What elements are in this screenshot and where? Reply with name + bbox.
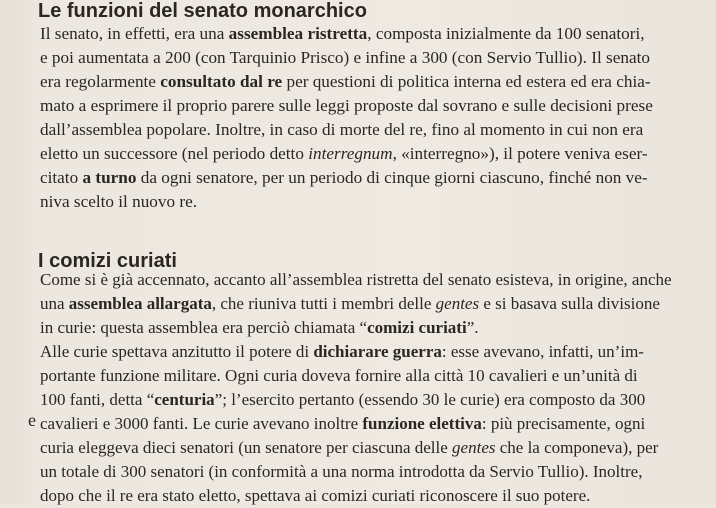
text-line <box>40 460 716 484</box>
paragraph-comizi <box>40 268 716 508</box>
text-run: , «interregno»), il potere veniva eser- <box>392 144 648 163</box>
text-run: : esse avevano, infatti, un’im- <box>441 342 644 361</box>
keyword: assemblea allargata <box>68 294 212 313</box>
section-heading-senato: Le funzioni del senato monarchico <box>38 0 367 22</box>
text-run: curia eleggeva dieci senatori (un senatore per ciascuna delle <box>40 438 453 457</box>
text-line <box>40 292 716 316</box>
italic-term: interregnum <box>308 144 393 163</box>
paragraph-senato <box>40 22 716 214</box>
keyword: funzione elettiva <box>362 414 482 433</box>
text-run: eletto un successore (nel periodo detto <box>40 144 309 163</box>
text-line <box>40 94 716 118</box>
text-run: in curie: questa assemblea era perciò chiamata “ <box>40 318 368 337</box>
text-run: e si basava sulla divisione <box>479 294 660 313</box>
text-line <box>40 190 716 214</box>
text-run: per questioni di politica interna ed estera ed era chia- <box>282 72 651 91</box>
keyword: a turno <box>82 168 137 187</box>
keyword: assemblea ristretta <box>228 24 368 43</box>
text-run: Come si è già accennato, accanto all’assemblea ristretta del senato esisteva, in origine, anche <box>40 270 672 289</box>
text-line <box>40 364 716 388</box>
text-run: , che riuniva tutti i membri delle <box>211 294 436 313</box>
text-run: ”. <box>466 318 479 337</box>
text-run: citato <box>40 168 83 187</box>
text-run: niva scelto il nuovo re. <box>40 192 198 211</box>
text-run: : più precisamente, ogni <box>481 414 646 433</box>
section-heading-comizi: I comizi curiati <box>38 250 177 272</box>
text-line <box>40 166 716 190</box>
text-run: e poi aumentata a 200 (con Tarquinio Prisco) e infine a 300 (con Servio Tullio). Il senato <box>40 48 650 67</box>
text-line <box>40 412 716 436</box>
text-run: era regolarmente <box>40 72 161 91</box>
text-run: dopo che il re era stato eletto, spettava ai comizi curiati riconoscere il suo potere. <box>40 486 591 505</box>
italic-term: gentes <box>435 294 480 313</box>
keyword: comizi curiati <box>367 318 467 337</box>
text-run: Alle curie spettava anzitutto il potere di <box>40 342 314 361</box>
text-line <box>40 340 716 364</box>
keyword: consultato dal re <box>160 72 283 91</box>
text-line <box>40 484 716 508</box>
text-run: una <box>40 294 69 313</box>
text-line <box>40 118 716 142</box>
text-run: portante funzione militare. Ogni curia doveva fornire alla città 10 cavalieri e un’unità di <box>40 366 638 385</box>
text-run: mato a esprimere il proprio parere sulle leggi proposte dal sovrano e sulle decisioni prese <box>40 96 653 115</box>
text-line <box>40 22 716 46</box>
margin-mark: e <box>28 410 36 430</box>
text-line <box>40 316 716 340</box>
text-run: dall’assemblea popolare. Inoltre, in caso di morte del re, fino al momento in cui non era <box>40 120 644 139</box>
text-run: Il senato, in effetti, era una <box>40 24 229 43</box>
text-line <box>40 436 716 460</box>
text-line <box>40 46 716 70</box>
keyword: dichiarare guerra <box>313 342 442 361</box>
text-run: ”; l’esercito pertanto (essendo 30 le curie) era composto da 300 <box>214 390 646 409</box>
italic-term: gentes <box>452 438 496 457</box>
text-run: , composta inizialmente da 100 senatori, <box>367 24 645 43</box>
text-line <box>40 268 716 292</box>
text-run: un totale di 300 senatori (in conformità a una norma introdotta da Servio Tullio). Inoltre, <box>40 462 643 481</box>
keyword: centuria <box>154 390 215 409</box>
text-run: che la componeva), per <box>495 438 659 457</box>
text-run: 100 fanti, detta “ <box>40 390 155 409</box>
text-line <box>40 70 716 94</box>
text-run: da ogni senatore, per un periodo di cinque giorni ciascuno, finché non ve- <box>136 168 648 187</box>
text-run: cavalieri e 3000 fanti. Le curie avevano inoltre <box>40 414 363 433</box>
text-line <box>40 142 716 166</box>
text-line <box>40 388 716 412</box>
